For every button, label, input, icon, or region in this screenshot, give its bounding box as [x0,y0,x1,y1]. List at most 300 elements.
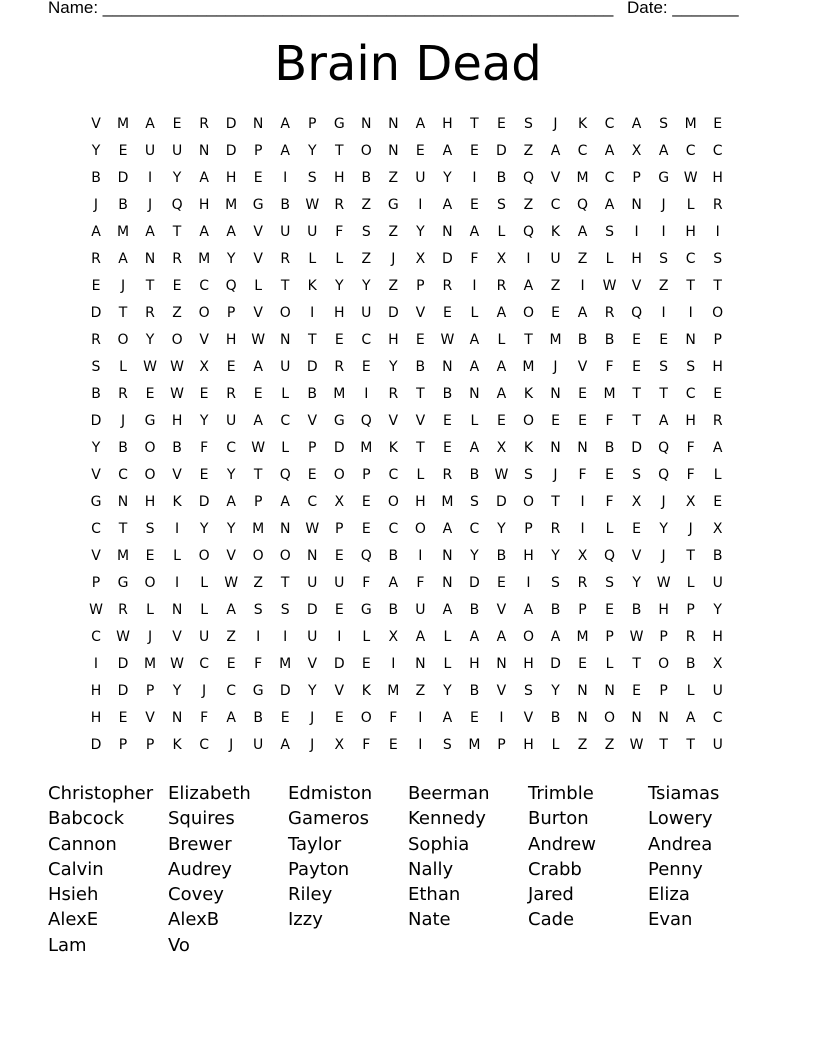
grid-letter: R [199,116,209,132]
grid-letter: T [172,224,182,240]
grid-letter: I [580,278,585,294]
grid-letter: G [333,413,345,429]
grid-letter: D [496,494,507,510]
grid-letter: B [550,602,561,618]
grid-letter: R [91,332,101,348]
grid-letter: L [605,251,614,267]
grid-letter: W [656,575,671,591]
grid-letter: D [225,143,237,159]
grid-letter: E [442,305,452,321]
grid-letter: K [172,737,182,753]
grid-letter: V [415,413,426,429]
grid-letter: S [91,359,101,375]
grid-letter: H [415,494,426,510]
grid-letter: P [253,494,263,510]
grid-letter: E [497,413,506,429]
grid-letter: N [442,548,453,564]
grid-letter: F [605,413,614,429]
grid-letter: H [631,251,642,267]
word-list-item: Burton [528,808,589,830]
grid-letter: G [658,170,670,186]
grid-letter: A [442,143,453,159]
grid-letter: I [418,710,423,726]
grid-letter: D [496,143,507,159]
grid-letter: B [91,170,101,186]
grid-letter: H [469,656,480,672]
grid-letter: M [441,494,454,510]
grid-letter: E [632,521,642,537]
grid-letter: U [712,683,723,699]
grid-letter: Z [388,170,399,186]
grid-letter: R [712,197,723,213]
grid-letter: F [605,359,614,375]
grid-letter: E [551,305,560,321]
grid-letter: H [442,116,453,132]
grid-letter: J [310,737,315,753]
grid-letter: C [199,737,209,753]
grid-letter: C [685,386,696,402]
grid-letter: V [496,683,507,699]
grid-letter: S [605,224,614,240]
grid-letter: O [117,332,129,348]
word-list-item: Evan [648,909,693,931]
grid-letter: Q [360,548,372,564]
grid-letter: G [333,116,345,132]
grid-letter: C [226,683,237,699]
grid-letter: M [549,332,562,348]
grid-letter: L [362,629,371,645]
grid-letter: I [391,656,396,672]
grid-letter: D [333,440,345,456]
grid-letter: A [469,332,480,348]
grid-letter: B [415,359,426,375]
grid-letter: B [577,332,588,348]
grid-letter: E [199,386,209,402]
grid-letter: L [605,521,614,537]
grid-letter: L [497,332,506,348]
word-list-item: Gameros [288,808,369,830]
grid-letter: L [281,386,290,402]
grid-letter: B [280,197,290,213]
grid-letter: L [713,467,722,483]
grid-letter: N [442,575,453,591]
grid-letter: W [683,170,698,186]
word-list-item: AlexB [168,909,220,931]
grid-letter: N [388,116,399,132]
word-list-item: Babcock [48,808,125,830]
grid-letter: H [90,710,102,726]
grid-letter: A [145,116,155,132]
grid-letter: R [118,386,128,402]
grid-letter: M [522,359,535,375]
word-list-item: Eliza [648,884,690,906]
grid-letter: S [686,359,696,375]
grid-letter: Z [388,224,399,240]
grid-letter: I [580,494,585,510]
grid-letter: X [685,494,696,510]
grid-letter: W [494,467,509,483]
grid-letter: D [117,656,129,672]
grid-letter: O [360,710,372,726]
grid-letter: S [469,494,479,510]
grid-letter: E [632,359,642,375]
grid-letter: S [145,521,155,537]
grid-letter: A [496,386,507,402]
grid-letter: J [553,116,558,132]
grid-letter: M [360,440,373,456]
grid-letter: R [442,467,453,483]
grid-letter: M [144,656,157,672]
word-list-item: Nate [408,909,451,931]
word-list [48,781,768,958]
grid-letter: R [550,521,561,537]
grid-letter: I [147,170,153,186]
grid-letter: A [442,710,453,726]
grid-letter: E [145,548,155,564]
grid-letter: V [631,548,642,564]
grid-letter: R [604,305,615,321]
grid-letter: Y [199,413,209,429]
grid-letter: B [604,332,615,348]
grid-letter: Z [361,197,372,213]
grid-letter: M [387,683,400,699]
grid-letter: U [280,359,291,375]
grid-letter: S [524,467,533,483]
grid-letter: C [199,656,209,672]
grid-letter: I [418,737,423,753]
grid-letter: D [90,305,102,321]
grid-letter: T [632,386,641,402]
word-list-item: Elizabeth [168,783,251,804]
grid-letter: M [279,656,292,672]
grid-letter: R [712,413,723,429]
grid-letter: V [577,359,588,375]
grid-letter: E [497,116,506,132]
grid-letter: M [116,116,130,132]
grid-letter: R [226,386,236,402]
grid-letter: L [416,467,425,483]
grid-letter: T [632,656,641,672]
grid-letter: E [253,170,263,186]
grid-letter: Y [443,170,452,186]
grid-letter: G [90,494,102,510]
grid-letter: Z [253,575,263,591]
grid-letter: E [442,440,452,456]
grid-letter: T [686,278,695,294]
grid-letter: M [116,224,130,240]
grid-letter: A [415,629,426,645]
grid-letter: D [306,602,318,618]
grid-letter: O [252,548,264,564]
grid-letter: E [253,386,263,402]
grid-letter: N [198,143,210,159]
grid-letter: Y [443,683,452,699]
grid-letter: C [604,170,615,186]
grid-letter: P [578,602,587,618]
grid-letter: A [577,305,588,321]
grid-letter: K [523,440,534,456]
grid-letter: C [685,143,696,159]
grid-letter: L [686,197,695,213]
grid-letter: B [118,197,128,213]
grid-letter: C [712,143,723,159]
grid-letter: Y [470,548,479,564]
grid-letter: T [145,278,155,294]
grid-letter: P [659,629,668,645]
grid-letter: Z [550,278,561,294]
grid-letter: I [634,224,639,240]
grid-letter: M [333,386,346,402]
grid-letter: A [442,197,453,213]
word-list-item: Beerman [408,783,490,804]
grid-letter: N [577,710,588,726]
grid-letter: H [685,224,696,240]
grid-letter: I [175,575,180,591]
grid-letter: K [172,494,182,510]
grid-letter: E [361,494,371,510]
grid-letter: B [469,683,480,699]
grid-letter: J [229,737,234,753]
grid-letter: E [334,602,344,618]
grid-letter: U [712,737,723,753]
grid-letter: K [388,440,398,456]
grid-letter: Q [577,197,589,213]
grid-letter: P [145,683,155,699]
grid-letter: V [199,332,209,348]
grid-letter: S [307,170,317,186]
name-field-label: Name: ______________________________________________________ [48,0,614,17]
grid-letter: O [522,305,534,321]
grid-letter: B [442,386,453,402]
grid-letter: C [307,494,318,510]
grid-letter: B [712,548,723,564]
grid-letter: V [415,305,426,321]
grid-letter: O [712,305,724,321]
grid-letter: J [93,197,99,213]
grid-letter: P [145,737,155,753]
grid-letter: V [91,116,101,132]
grid-letter: A [280,116,290,132]
grid-letter: I [688,305,693,321]
grid-letter: H [712,359,723,375]
grid-letter: I [661,224,666,240]
grid-letter: V [388,413,399,429]
grid-letter: O [144,467,156,483]
grid-letter: H [198,197,210,213]
grid-letter: B [685,656,696,672]
grid-letter: S [524,683,533,699]
grid-letter: A [118,251,128,267]
grid-letter: Y [226,521,236,537]
grid-letter: M [468,737,481,753]
grid-letter: E [415,143,425,159]
grid-letter: F [335,224,344,240]
grid-letter: B [361,170,372,186]
word-list-item: Edmiston [288,783,373,804]
grid-letter: Z [658,278,669,294]
grid-letter: R [577,575,588,591]
grid-letter: W [170,386,184,402]
grid-letter: L [200,575,209,591]
grid-letter: Q [225,278,237,294]
grid-letter: G [360,602,372,618]
grid-letter: D [198,494,210,510]
grid-letter: J [553,359,558,375]
grid-letter: N [388,143,399,159]
grid-letter: O [522,413,534,429]
grid-letter: R [334,359,345,375]
grid-letter: X [388,629,399,645]
word-list-item: Audrey [168,858,232,880]
grid-letter: Y [362,278,371,294]
grid-letter: P [713,332,722,348]
grid-letter: L [443,629,452,645]
grid-letter: A [469,224,480,240]
grid-letter: T [334,143,344,159]
grid-letter: N [442,224,453,240]
grid-letter: J [120,278,126,294]
grid-letter: N [415,656,426,672]
grid-letter: A [496,305,507,321]
grid-letter: M [116,548,130,564]
grid-letter: K [577,116,588,132]
grid-letter: A [199,170,209,186]
grid-letter: A [253,359,263,375]
grid-letter: E [632,683,642,699]
grid-letter: U [361,305,372,321]
grid-letter: V [226,548,236,564]
grid-letter: L [443,656,452,672]
grid-letter: A [577,224,588,240]
grid-letter: L [686,683,695,699]
grid-letter: P [605,629,614,645]
grid-letter: P [308,440,317,456]
grid-letter: A [91,224,101,240]
grid-letter: A [658,413,669,429]
grid-letter: O [279,548,291,564]
grid-letter: H [334,305,345,321]
grid-letter: N [604,683,615,699]
grid-letter: A [658,143,669,159]
grid-letter: V [91,467,101,483]
grid-letter: L [254,278,263,294]
grid-letter: Y [334,278,344,294]
grid-letter: P [118,737,128,753]
grid-letter: F [200,440,209,456]
grid-letter: O [279,305,291,321]
grid-letter: T [307,332,317,348]
grid-letter: V [172,629,182,645]
grid-letter: J [147,629,153,645]
grid-letter: S [442,737,452,753]
grid-letter: C [685,251,696,267]
grid-letter: J [661,494,666,510]
grid-letter: J [553,467,558,483]
grid-letter: X [415,251,426,267]
grid-letter: E [713,386,723,402]
grid-letter: E [497,575,506,591]
grid-letter: P [362,467,371,483]
grid-letter: C [388,467,399,483]
grid-letter: H [90,683,102,699]
grid-letter: Q [604,548,616,564]
grid-letter: S [280,602,290,618]
grid-letter: X [712,656,723,672]
grid-letter: Q [631,305,643,321]
grid-letter: J [147,197,153,213]
grid-letter: T [713,278,722,294]
grid-letter: H [523,656,534,672]
grid-letter: P [416,278,425,294]
grid-letter: F [200,710,209,726]
grid-letter: B [388,602,399,618]
grid-letter: W [602,278,617,294]
grid-letter: A [199,224,209,240]
grid-letter: E [361,656,371,672]
grid-letter: F [578,467,587,483]
grid-letter: H [334,170,345,186]
grid-letter: P [686,602,695,618]
grid-letter: Y [226,467,236,483]
grid-letter: M [252,521,265,537]
grid-letter: E [388,737,398,753]
grid-letter: N [306,548,318,564]
grid-letter: L [551,737,560,753]
grid-letter: A [388,575,399,591]
grid-letter: P [632,170,641,186]
word-list-item: Trimble [528,783,594,804]
grid-letter: C [199,278,209,294]
grid-letter: E [713,494,723,510]
grid-letter: C [550,197,561,213]
grid-letter: D [90,413,102,429]
grid-letter: U [415,170,426,186]
grid-letter: B [496,170,507,186]
grid-letter: O [144,440,156,456]
grid-letter: Y [551,548,560,564]
grid-letter: H [144,494,156,510]
grid-letter: M [225,197,238,213]
word-list-item: Izzy [288,909,323,931]
word-list-item: Jared [528,884,574,906]
grid-letter: N [577,440,588,456]
grid-letter: I [364,386,369,402]
grid-letter: V [91,548,101,564]
grid-letter: P [497,737,506,753]
grid-letter: O [658,656,670,672]
grid-letter: H [225,332,237,348]
grid-letter: M [576,629,589,645]
word-list-item: Nally [408,858,454,880]
grid-letter: Y [307,683,317,699]
grid-letter: R [91,251,101,267]
grid-letter: H [225,170,237,186]
word-list-item: Hsieh [48,884,99,906]
grid-letter: G [252,683,264,699]
grid-letter: D [333,656,345,672]
grid-letter: E [605,467,614,483]
grid-letter: K [550,224,561,240]
word-list-item: Squires [168,808,235,830]
grid-letter: U [307,629,318,645]
grid-letter: N [171,602,183,618]
grid-letter: C [91,521,101,537]
header-line [48,0,748,18]
grid-letter: S [253,602,263,618]
grid-letter: O [198,305,210,321]
grid-letter: Q [171,197,183,213]
grid-letter: E [334,332,344,348]
